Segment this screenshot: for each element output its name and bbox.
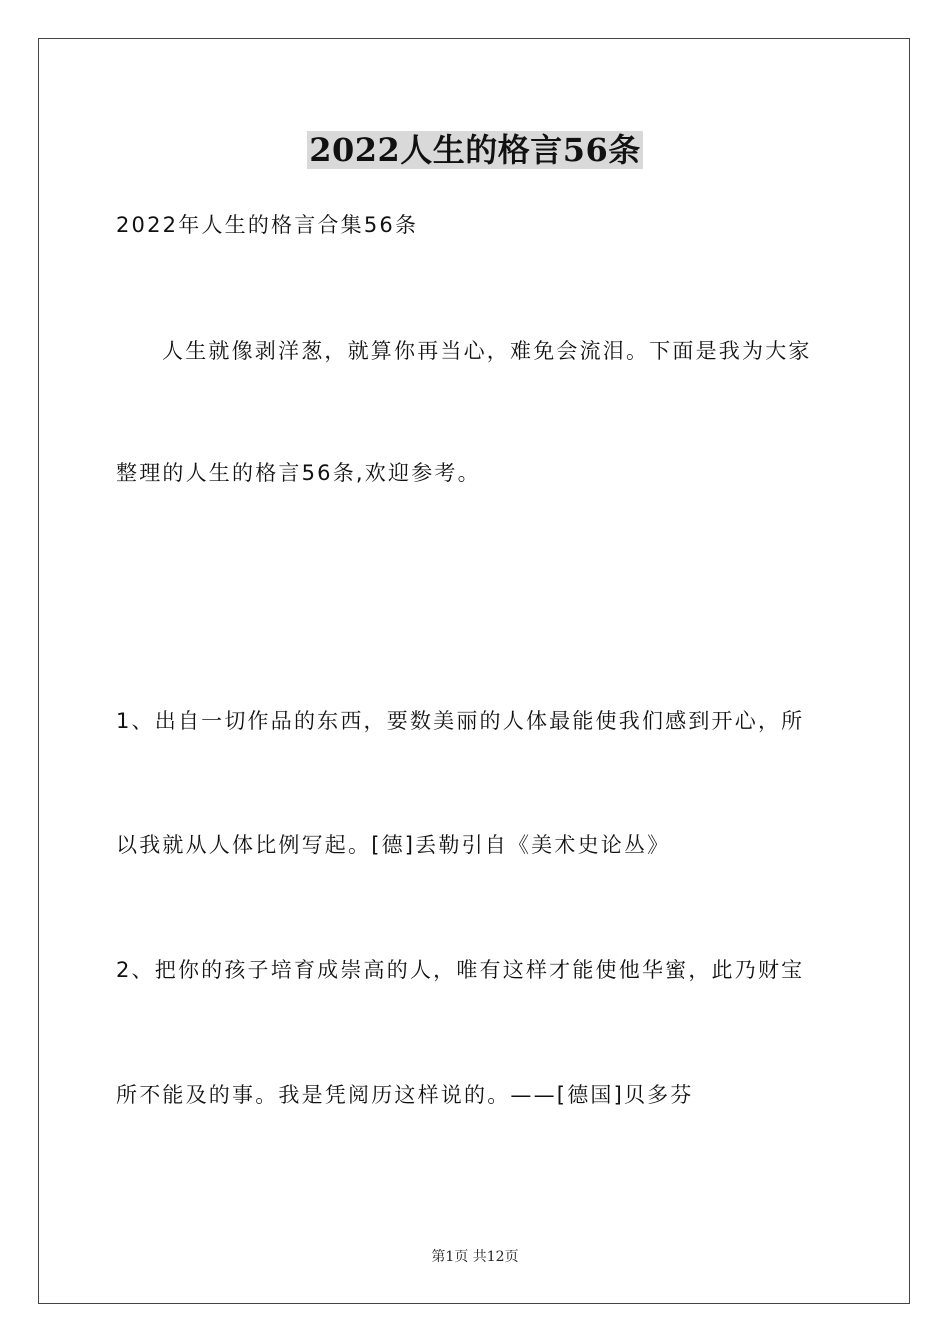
quote-1-line-1: 1、出自一切作品的东西，要数美丽的人体最能使我们感到开心，所 [116, 709, 805, 733]
quote-2-line-2: 所不能及的事。我是凭阅历这样说的。——[德国]贝多芬 [116, 1083, 694, 1107]
document-subtitle: 2022年人生的格言合集56条 [116, 213, 419, 237]
intro-line-2: 整理的人生的格言56条,欢迎参考。 [116, 461, 481, 485]
document-title-text: 2022人生的格言56条 [309, 131, 641, 169]
document-title [0, 128, 950, 172]
page-footer: 第1页 共12页 [431, 1249, 519, 1265]
quote-2-line-1: 2、把你的孩子培育成崇高的人，唯有这样才能使他华蜜，此乃财宝 [116, 958, 805, 982]
intro-line-1: 人生就像剥洋葱，就算你再当心，难免会流泪。下面是我为大家 [162, 339, 812, 363]
quote-1-line-2: 以我就从人体比例写起。[德]丢勒引自《美术史论丛》 [116, 833, 671, 857]
